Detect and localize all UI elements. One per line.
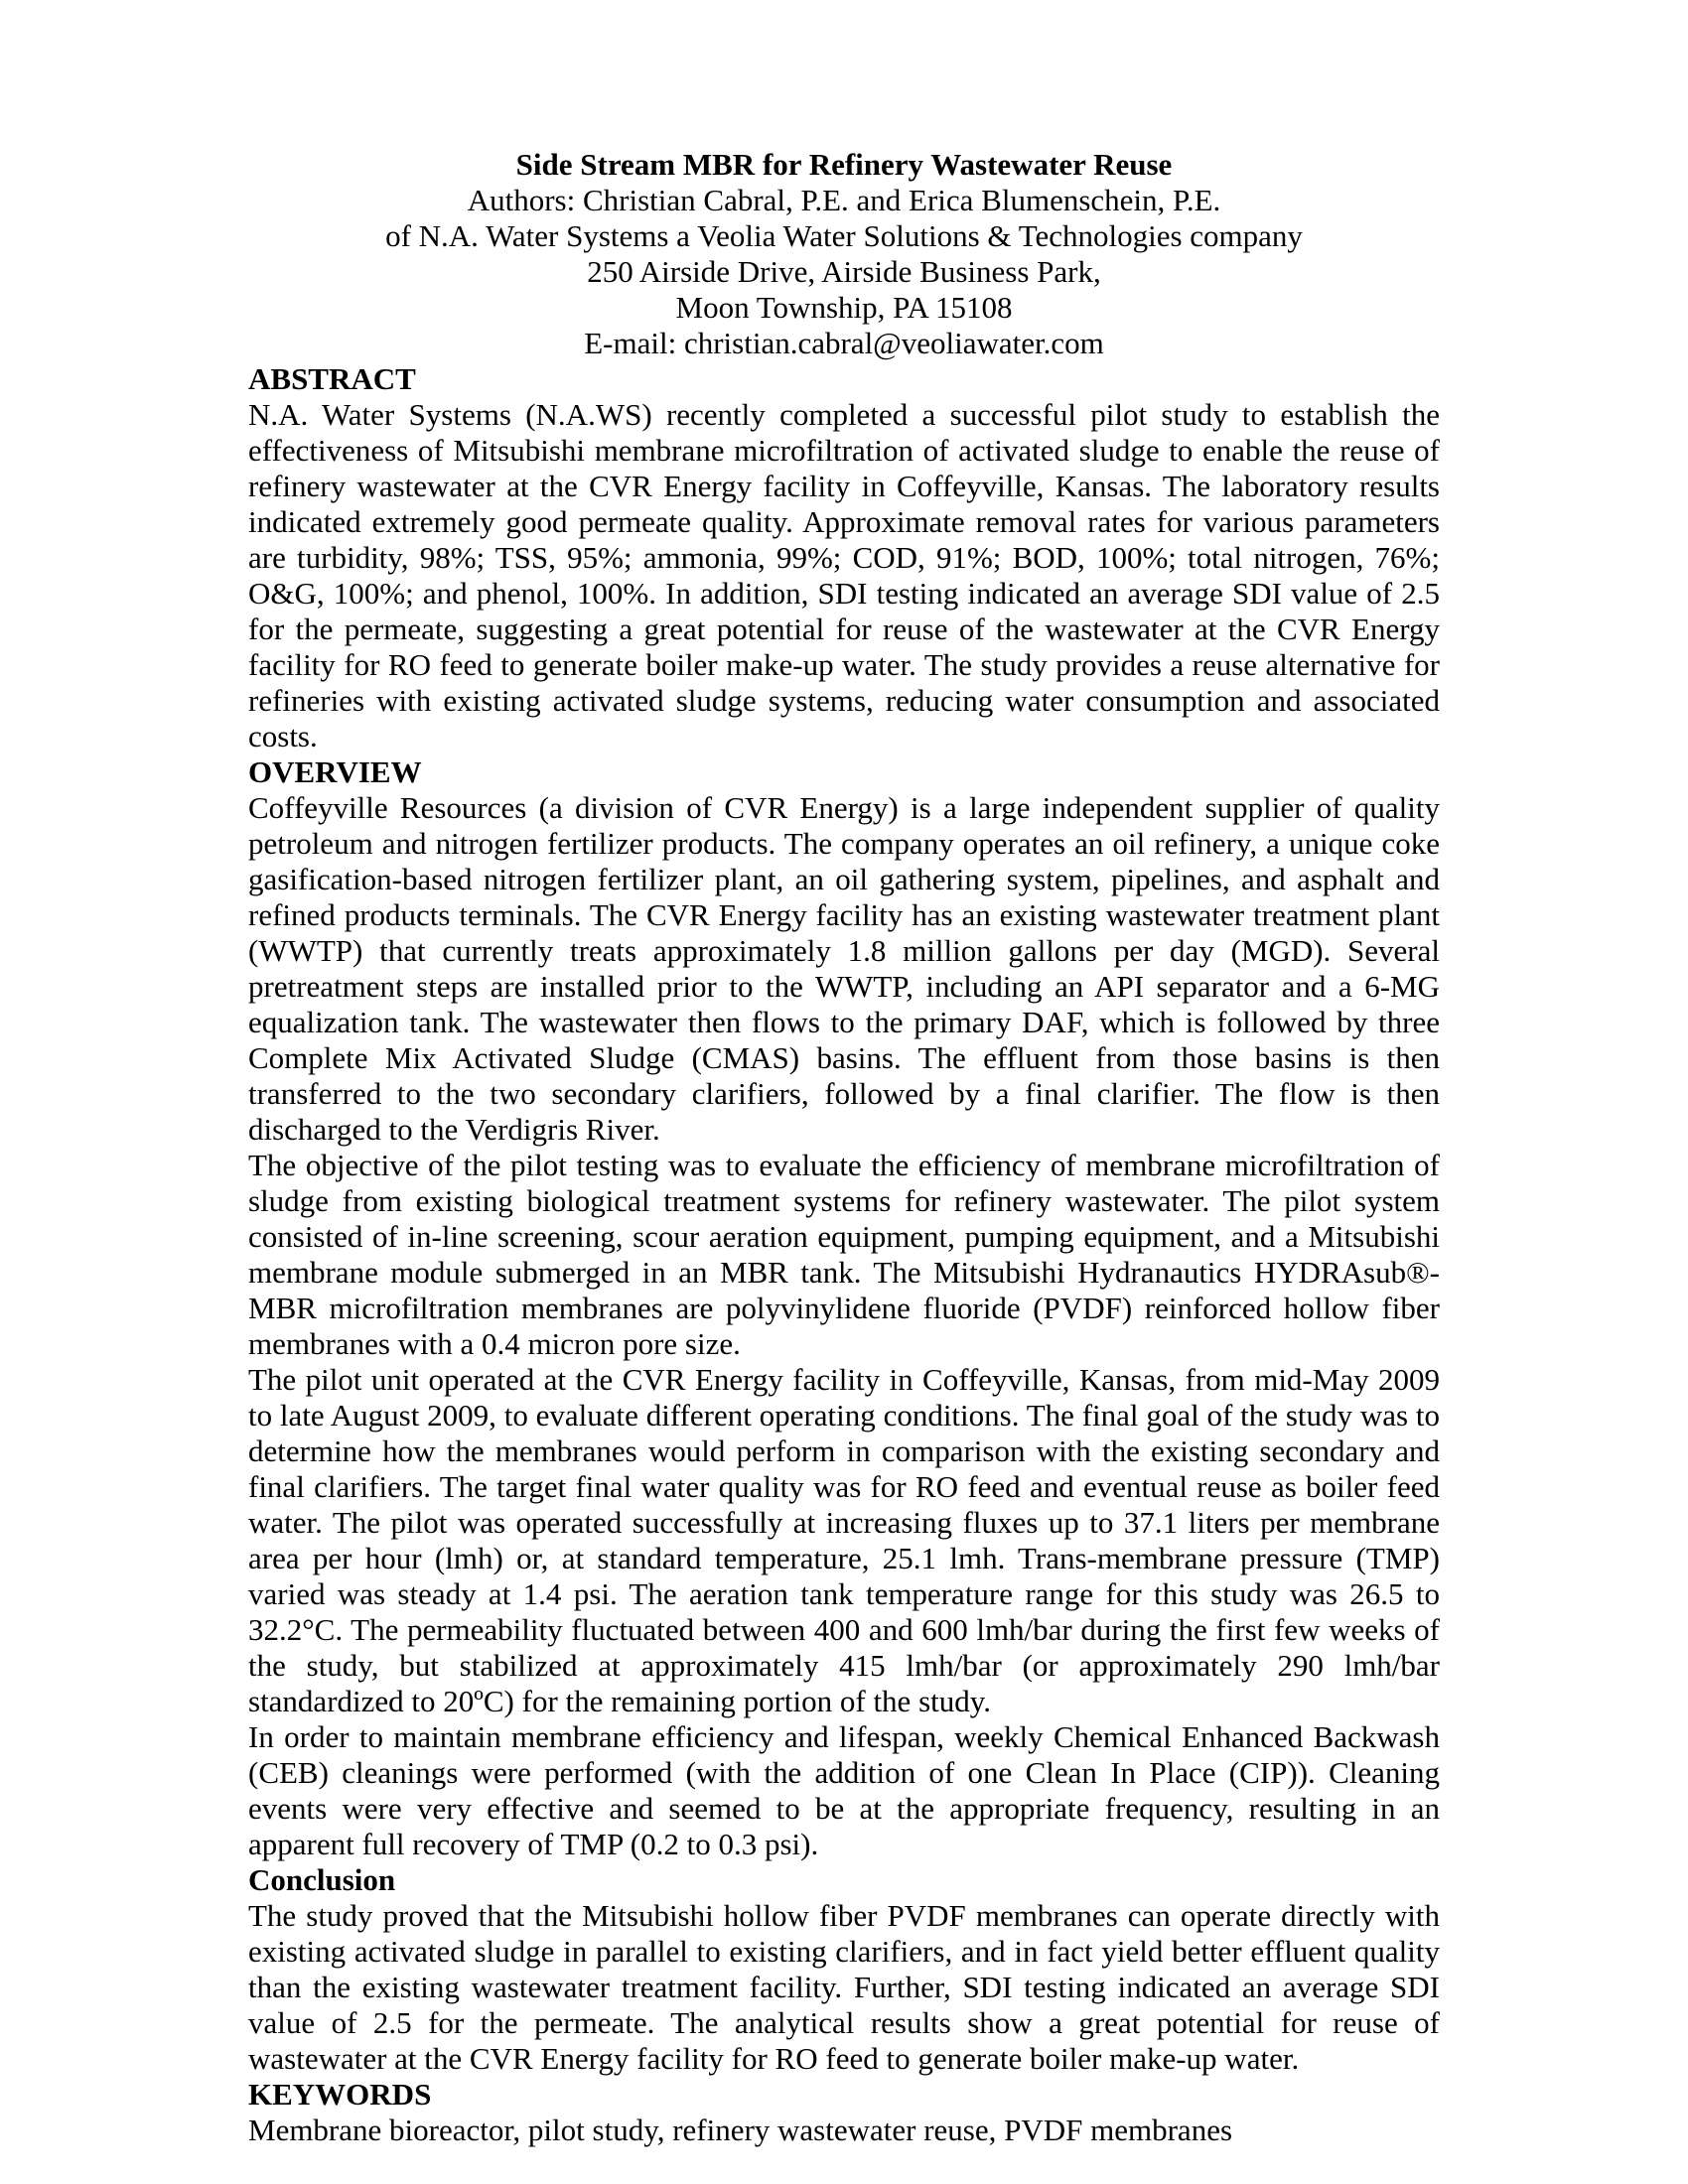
overview-paragraph-4: In order to maintain membrane efficiency and lifespan, weekly Chemical Enhanced Backwash (CEB) cleanings were performed (with the addition of one Clean In Place (CIP)). Cleaning events were very effective and seemed to be at the appropriate frequency, resulting in an apparent full recovery of TMP (0.2 to 0.3 psi).	[248, 1719, 1440, 1861]
paper-address-line2: Moon Township, PA 15108	[675, 290, 1013, 325]
overview-heading: OVERVIEW	[248, 754, 422, 789]
paper-header	[248, 147, 1440, 361]
conclusion-paragraph: The study proved that the Mitsubishi hollow fiber PVDF membranes can operate directly with existing activated sludge in parallel to existing clarifiers, and in fact yield better effluent quality than the existing wastewater treatment facility. Further, SDI testing indicated an average SDI value of 2.5 for the permeate. The analytical results show a great potential for reuse of wastewater at the CVR Energy facility for RO feed to generate boiler make-up water.	[248, 1898, 1440, 2076]
keywords-text: Membrane bioreactor, pilot study, refinery wastewater reuse, PVDF membranes	[248, 2113, 1233, 2147]
abstract-heading: ABSTRACT	[248, 361, 416, 396]
section-overview	[248, 754, 1440, 1862]
paper-title: Side Stream MBR for Refinery Wastewater Reuse	[515, 147, 1173, 182]
paper-authors: Authors: Christian Cabral, P.E. and Erica Blumenschein, P.E.	[467, 183, 1221, 217]
conclusion-heading: Conclusion	[248, 1862, 396, 1897]
abstract-paragraph: N.A. Water Systems (N.A.WS) recently completed a successful pilot study to establish the effectiveness of Mitsubishi membrane microfiltration of activated sludge to enable the reuse of refinery wastewater at the CVR Energy facility in Coffeyville, Kansas. The laboratory results indicated extremely good permeate quality. Approximate removal rates for various parameters are turbidity, 98%; TSS, 95%; ammonia, 99%; COD, 91%; BOD, 100%; total nitrogen, 76%; O&G, 100%; and phenol, 100%. In addition, SDI testing indicated an average SDI value of 2.5 for the permeate, suggesting a great potential for reuse of the wastewater at the CVR Energy facility for RO feed to generate boiler make-up water. The study provides a reuse alternative for refineries with existing activated sludge systems, reducing water consumption and associated costs.	[248, 397, 1440, 753]
overview-paragraph-3: The pilot unit operated at the CVR Energy facility in Coffeyville, Kansas, from mid-May 2009 to late August 2009, to evaluate different operating conditions. The final goal of the study was to determine how the membranes would perform in comparison with the existing secondary and final clarifiers. The target final water quality was for RO feed and eventual reuse as boiler feed water. The pilot was operated successfully at increasing fluxes up to 37.1 liters per membrane area per hour (lmh) or, at standard temperature, 25.1 lmh. Trans-membrane pressure (TMP) varied was steady at 1.4 psi. The aeration tank temperature range for this study was 26.5 to 32.2°C. The permeability fluctuated between 400 and 600 lmh/bar during the first few weeks of the study, but stabilized at approximately 415 lmh/bar (or approximately 290 lmh/bar standardized to 20ºC) for the remaining portion of the study.	[248, 1362, 1440, 1718]
paper-address-line1: 250 Airside Drive, Airside Business Park,	[587, 254, 1101, 289]
paper-email: E-mail: christian.cabral@veoliawater.com	[584, 326, 1104, 360]
section-keywords	[248, 2077, 1440, 2148]
keywords-heading: KEYWORDS	[248, 2077, 432, 2112]
overview-paragraph-2: The objective of the pilot testing was to evaluate the efficiency of membrane microfiltration of sludge from existing biological treatment systems for refinery wastewater. The pilot system consisted of in-line screening, scour aeration equipment, pumping equipment, and a Mitsubishi membrane module submerged in an MBR tank. The Mitsubishi Hydranautics HYDRAsub®-MBR microfiltration membranes are polyvinylidene fluoride (PVDF) reinforced hollow fiber membranes with a 0.4 micron pore size.	[248, 1148, 1440, 1361]
section-conclusion	[248, 1862, 1440, 2077]
paper-affiliation: of N.A. Water Systems a Veolia Water Solutions & Technologies company	[385, 218, 1303, 253]
section-abstract	[248, 361, 1440, 754]
overview-paragraph-1: Coffeyville Resources (a division of CVR Energy) is a large independent supplier of quality petroleum and nitrogen fertilizer products. The company operates an oil refinery, a unique coke gasification-based nitrogen fertilizer plant, an oil gathering system, pipelines, and asphalt and refined products terminals. The CVR Energy facility has an existing wastewater treatment plant (WWTP) that currently treats approximately 1.8 million gallons per day (MGD). Several pretreatment steps are installed prior to the WWTP, including an API separator and a 6-MG equalization tank. The wastewater then flows to the primary DAF, which is followed by three Complete Mix Activated Sludge (CMAS) basins. The effluent from those basins is then transferred to the two secondary clarifiers, followed by a final clarifier. The flow is then discharged to the Verdigris River.	[248, 790, 1440, 1147]
